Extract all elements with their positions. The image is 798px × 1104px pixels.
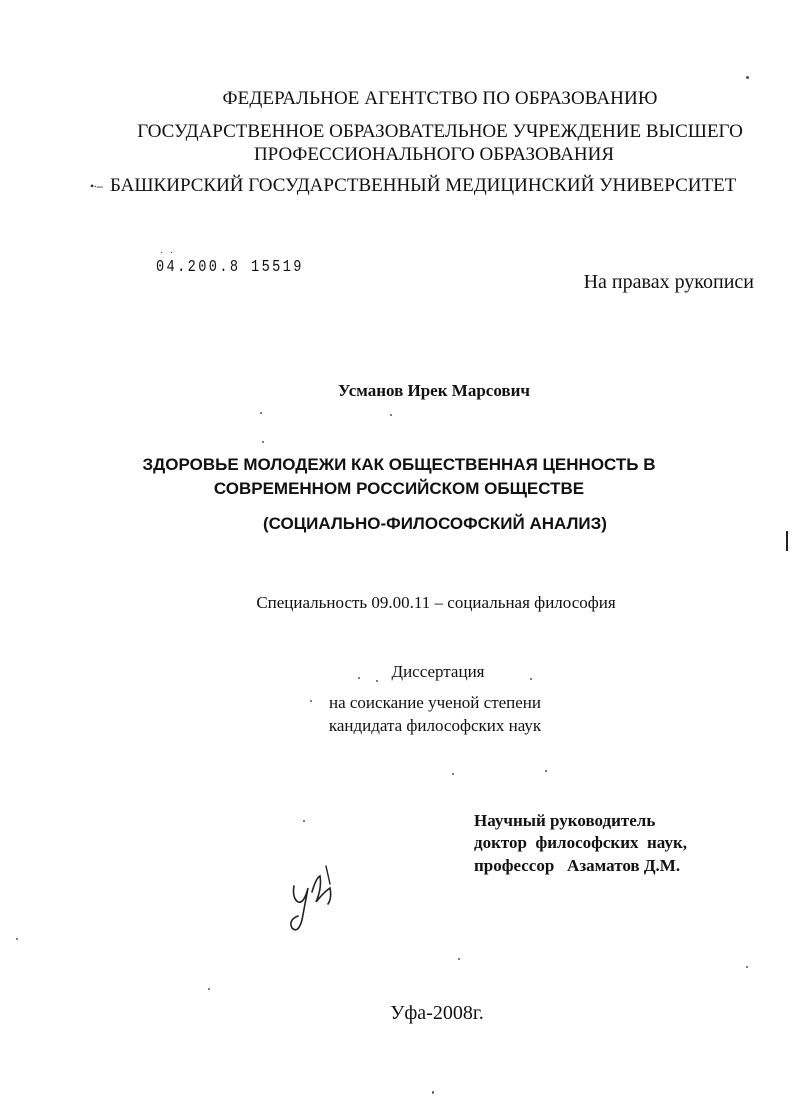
scan-speck: [458, 958, 460, 960]
specialty: Специальность 09.00.11 – социальная философия: [256, 593, 616, 612]
scan-speck: [452, 773, 454, 775]
scan-speck: [16, 938, 18, 940]
scan-speck: [530, 678, 532, 680]
author-name: Усманов Ирек Марсович: [338, 381, 530, 400]
scan-speck: [545, 770, 547, 772]
supervisor-name: профессор Азаматов Д.М.: [474, 856, 681, 875]
archive-code: 04.200.8 15519: [156, 258, 304, 277]
institution-line-1: ГОСУДАРСТВЕННОЕ ОБРАЗОВАТЕЛЬНОЕ УЧРЕЖДЕНИЕ ВЫСШЕГО: [137, 121, 743, 142]
university-mark: •·--: [90, 179, 103, 193]
city-year: Уфа-2008г.: [390, 1002, 484, 1024]
university-name: БАШКИРСКИЙ ГОСУДАРСТВЕННЫЙ МЕДИЦИНСКИЙ УНИВЕРСИТЕТ: [110, 175, 737, 196]
supervisor-degree: доктор философских наук,: [474, 833, 687, 852]
institution-line-2: ПРОФЕССИОНАЛЬНОГО ОБРАЗОВАНИЯ: [253, 144, 615, 165]
thesis-title-line-1: ЗДОРОВЬЕ МОЛОДЕЖИ КАК ОБЩЕСТВЕННАЯ ЦЕННОСТЬ В: [142, 455, 656, 474]
scan-speck: [746, 76, 749, 79]
handwritten-signature: [284, 858, 350, 938]
rights-note: На правах рукописи: [583, 271, 754, 293]
thesis-subtitle: (СОЦИАЛЬНО-ФИЛОСОФСКИЙ АНАЛИЗ): [263, 514, 607, 533]
degree-line-1: на соискание ученой степени: [328, 693, 542, 712]
dissertation-label: Диссертация: [391, 662, 485, 681]
scan-speck: [390, 414, 392, 416]
scan-speck: [376, 680, 378, 682]
supervisor-title: Научный руководитель: [474, 811, 656, 830]
scan-speck: [358, 677, 360, 679]
archive-code-dots: · ·: [160, 248, 176, 259]
scan-speck: [262, 441, 264, 443]
scan-speck: [208, 988, 210, 990]
scan-speck: [260, 412, 262, 414]
degree-line-2: кандидата философских наук: [328, 716, 542, 735]
margin-mark: [786, 531, 788, 551]
scan-speck: [432, 1091, 434, 1094]
thesis-title-line-2: СОВРЕМЕННОМ РОССИЙСКОМ ОБЩЕСТВЕ: [213, 479, 585, 498]
scan-speck: [746, 966, 748, 968]
agency-heading: ФЕДЕРАЛЬНОЕ АГЕНТСТВО ПО ОБРАЗОВАНИЮ: [222, 88, 658, 109]
scan-speck: [303, 820, 305, 822]
scan-speck: [310, 700, 312, 702]
